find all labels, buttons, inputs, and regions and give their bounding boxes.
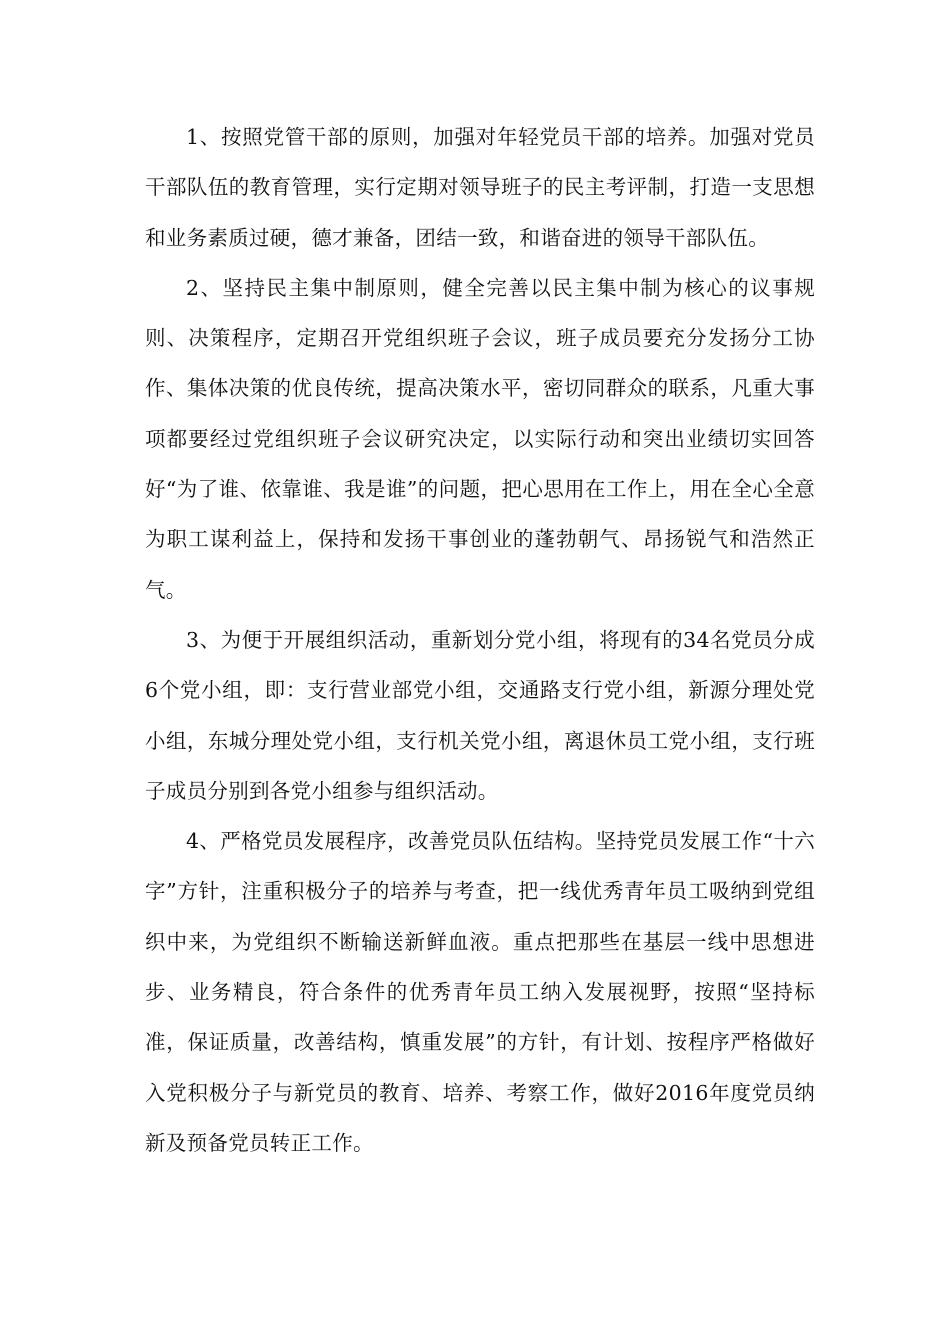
paragraph-2: 2、坚持民主集中制原则，健全完善以民主集中制为核心的议事规则、决策程序，定期召开党组织班子会议，班子成员要充分发扬分工协作、集体决策的优良传统，提高决策水平，密切同群众的联系，凡重大事项都要经过党组织班子会议研究决定，以实际行动和突出业绩切实回答好“为了谁、依靠谁、我是谁”的问题，把心思用在工作上，用在全心全意为职工谋利益上，保持和发扬干事创业的蓬勃朝气、昂扬锐气和浩然正气。 bbox=[145, 275, 815, 602]
paragraph-1: 1、按照党管干部的原则，加强对年轻党员干部的培养。加强对党员干部队伍的教育管理，实行定期对领导班子的民主考评制，打造一支思想和业务素质过硬，德才兼备，团结一致，和谐奋进的领导干部队伍。 bbox=[145, 125, 815, 250]
paragraph-3: 3、为便于开展组织活动，重新划分党小组，将现有的34名党员分成6个党小组，即：支行营业部党小组，交通路支行党小组，新源分理处党小组，东城分理处党小组，支行机关党小组，离退休员工党小组，支行班子成员分别到各党小组参与组织活动。 bbox=[145, 627, 815, 803]
paragraph-4: 4、严格党员发展程序，改善党员队伍结构。坚持党员发展工作“十六字”方针，注重积极分子的培养与考查，把一线优秀青年员工吸纳到党组织中来，为党组织不断输送新鲜血液。重点把那些在基层一线中思想进步、业务精良，符合条件的优秀青年员工纳入发展视野，按照“坚持标准，保证质量，改善结构，慎重发展”的方针，有计划、按程序严格做好入党积极分子与新党员的教育、培养、考察工作，做好2016年度党员纳新及预备党员转正工作。 bbox=[145, 829, 815, 1155]
document-body bbox=[145, 112, 815, 1168]
